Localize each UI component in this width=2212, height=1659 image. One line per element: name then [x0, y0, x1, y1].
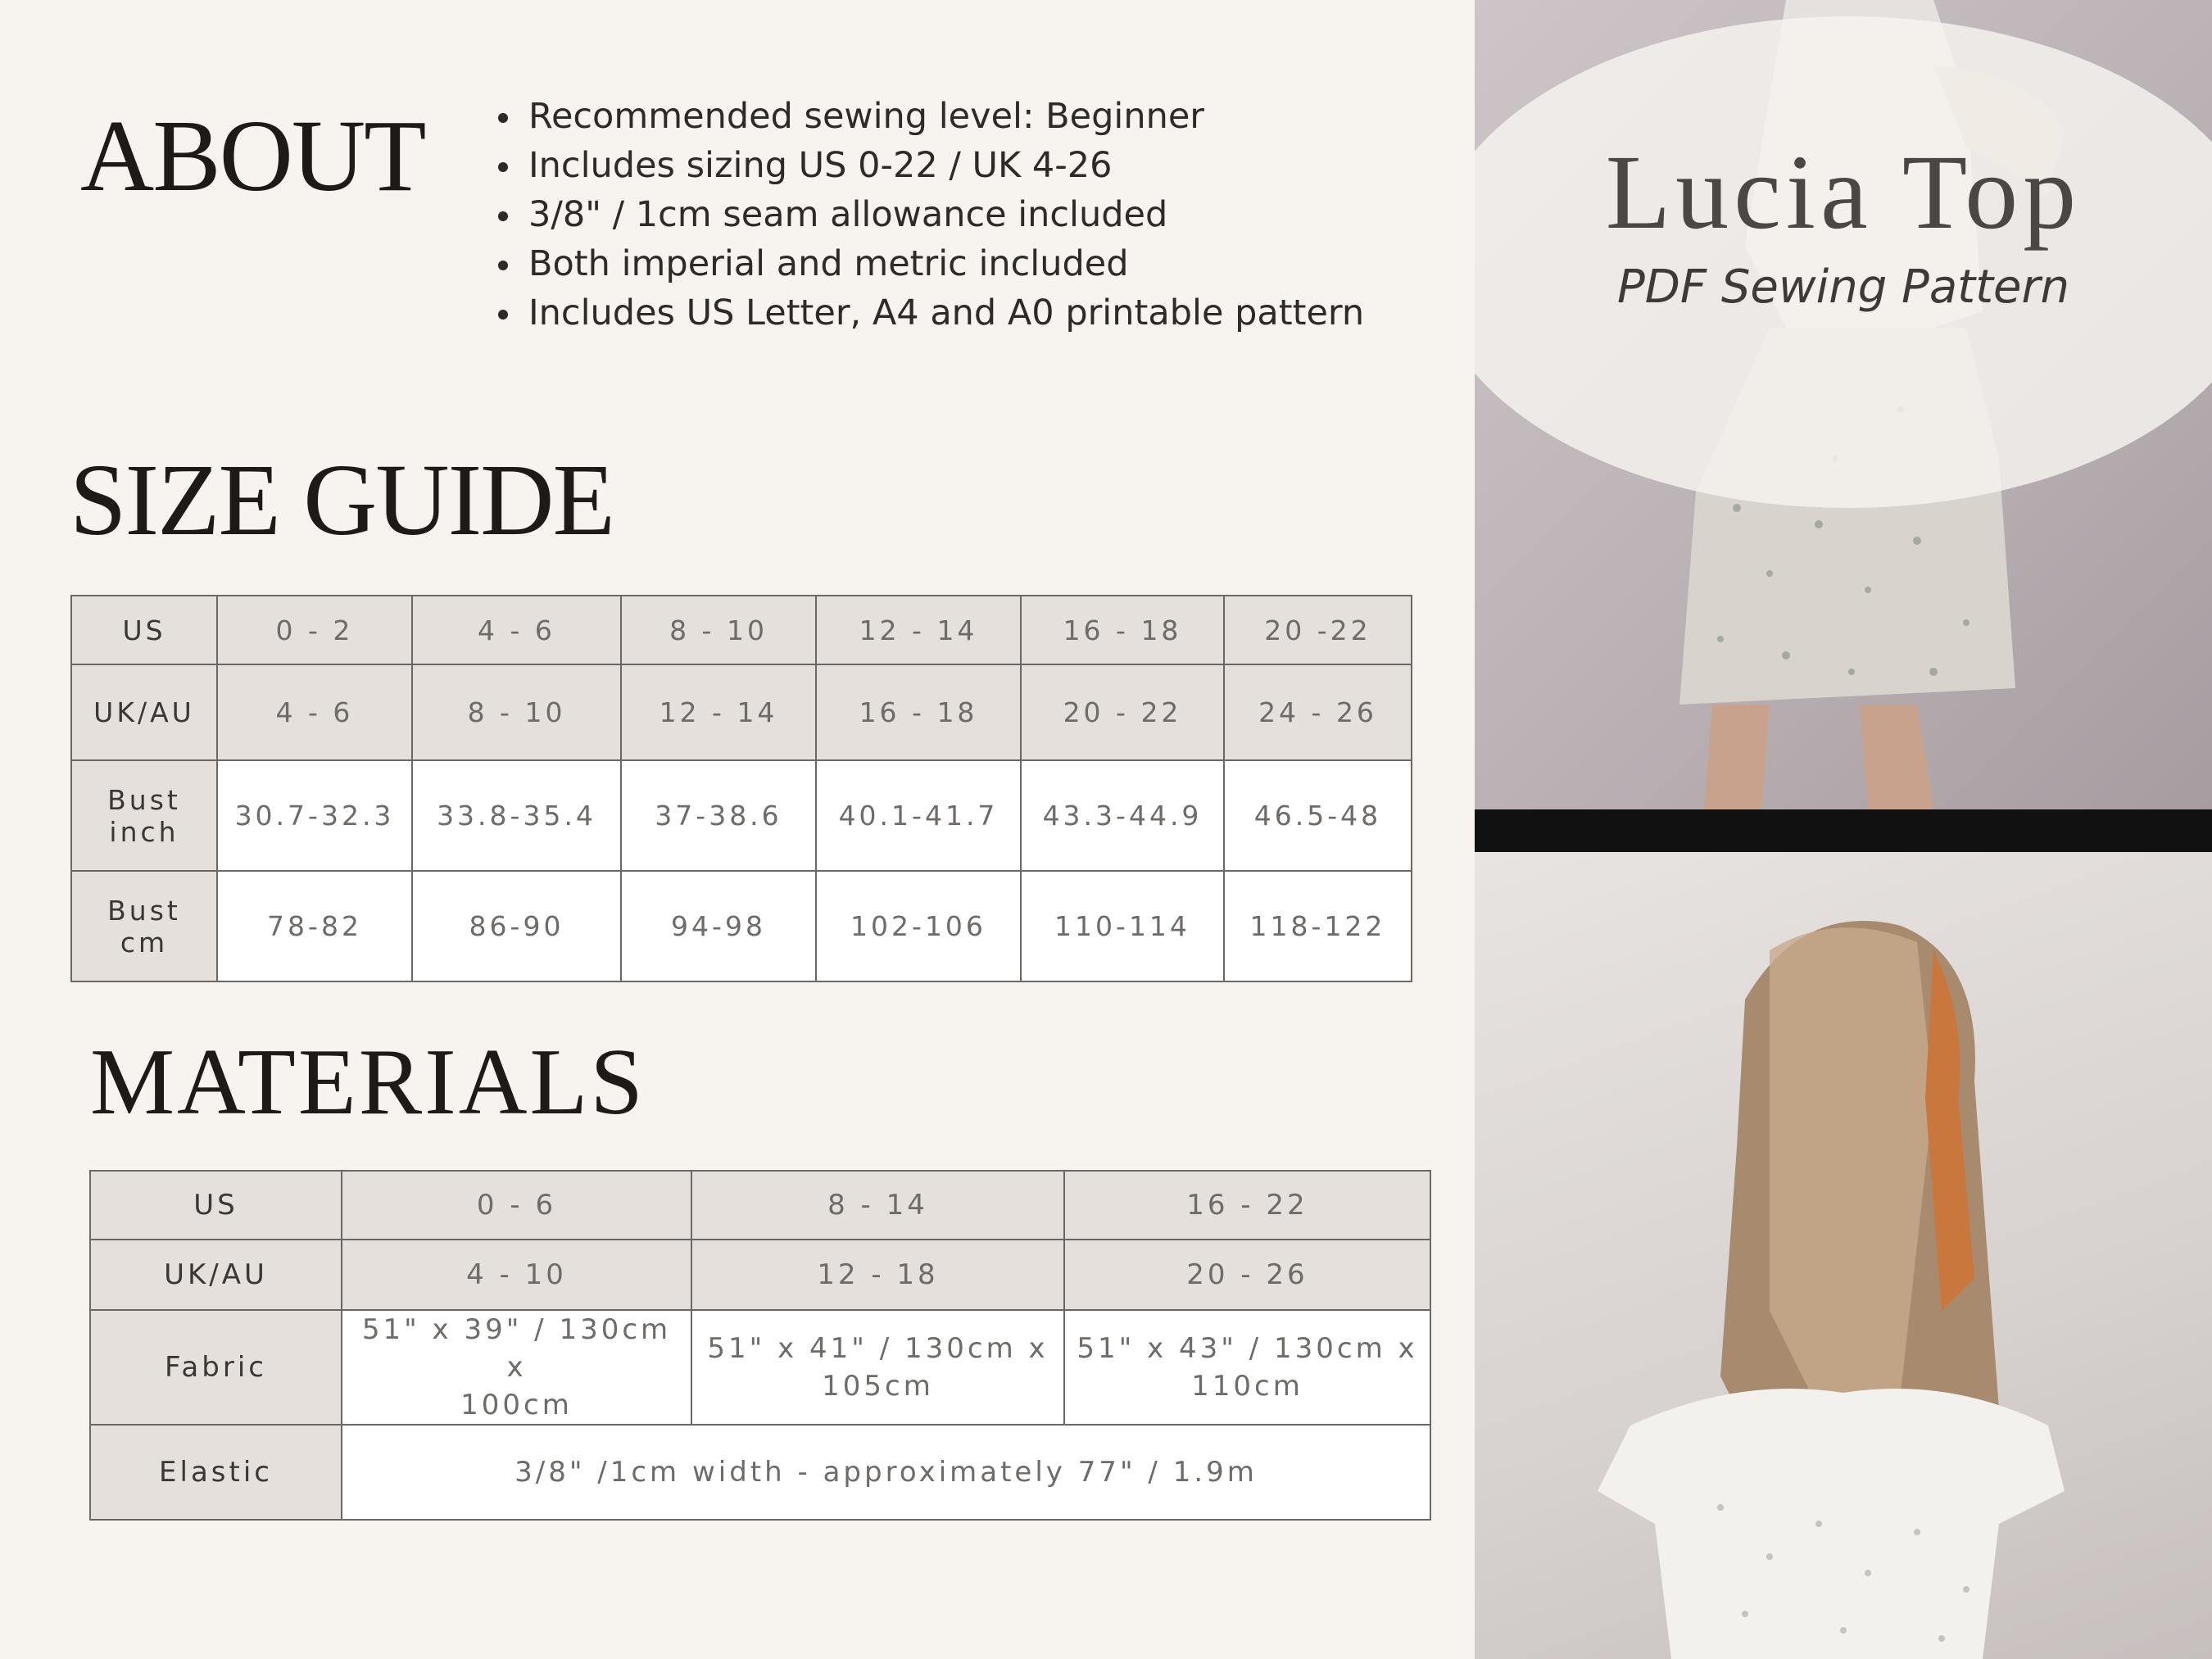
table-cell: 20 - 22	[1021, 664, 1224, 760]
table-row	[71, 871, 1412, 981]
size-guide-heading: SIZE GUIDE	[70, 444, 614, 557]
table-row	[90, 1310, 1430, 1425]
table-cell: 0 - 6	[342, 1171, 691, 1240]
table-cell: 3/8" /1cm width - approximately 77" / 1.9m	[342, 1425, 1430, 1520]
table-cell: 94-98	[621, 871, 816, 981]
table-cell: 24 - 26	[1224, 664, 1412, 760]
table-cell: 12 - 14	[816, 596, 1021, 664]
about-item: Includes sizing US 0-22 / UK 4-26	[492, 141, 1364, 190]
size-guide-table	[70, 595, 1412, 982]
cell-line: 51" x 39" / 130cm x	[361, 1313, 672, 1384]
row-header: Fabric	[90, 1310, 342, 1425]
cell-line: 110cm	[1191, 1370, 1303, 1403]
model-photo-back	[1475, 852, 2212, 1659]
about-item: Includes US Letter, A4 and A0 printable pattern	[492, 288, 1364, 338]
photo-panel	[1475, 0, 2212, 1659]
row-header-line: Bust	[107, 894, 181, 927]
table-row	[90, 1425, 1430, 1520]
table-cell: 43.3-44.9	[1021, 760, 1224, 871]
table-cell: 12 - 18	[691, 1240, 1064, 1310]
model-back-illustration	[1475, 852, 2212, 1659]
model-photo-front	[1475, 0, 2212, 809]
table-cell: 0 - 2	[217, 596, 412, 664]
row-header-line: cm	[120, 926, 169, 959]
table-cell	[691, 1310, 1064, 1425]
row-header: Elastic	[90, 1425, 342, 1520]
cell-line: 105cm	[822, 1370, 934, 1403]
table-cell	[342, 1310, 691, 1425]
table-cell: 33.8-35.4	[412, 760, 621, 871]
materials-table	[89, 1170, 1431, 1521]
table-cell: 4 - 6	[217, 664, 412, 760]
table-row	[71, 596, 1412, 664]
table-cell: 16 - 22	[1064, 1171, 1430, 1240]
about-item: Both imperial and metric included	[492, 239, 1364, 288]
row-header: UK/AU	[71, 664, 217, 760]
row-header	[71, 871, 217, 981]
row-header	[71, 760, 217, 871]
table-cell: 8 - 10	[412, 664, 621, 760]
table-cell: 86-90	[412, 871, 621, 981]
table-cell: 16 - 18	[1021, 596, 1224, 664]
table-cell: 40.1-41.7	[816, 760, 1021, 871]
table-cell: 46.5-48	[1224, 760, 1412, 871]
table-cell: 20 - 26	[1064, 1240, 1430, 1310]
table-cell: 8 - 14	[691, 1171, 1064, 1240]
table-cell	[1064, 1310, 1430, 1425]
table-row	[71, 760, 1412, 871]
table-row	[90, 1171, 1430, 1240]
row-header: US	[71, 596, 217, 664]
about-item: 3/8" / 1cm seam allowance included	[492, 190, 1364, 239]
cell-line: 100cm	[460, 1389, 573, 1421]
product-title: Lucia Top	[1605, 134, 2082, 252]
table-cell: 20 -22	[1224, 596, 1412, 664]
table-row	[71, 664, 1412, 760]
table-cell: 4 - 10	[342, 1240, 691, 1310]
about-heading: ABOUT	[80, 100, 425, 213]
table-row	[90, 1240, 1430, 1310]
materials-heading: MATERIALS	[90, 1030, 646, 1135]
photo-divider	[1475, 809, 2212, 852]
table-cell: 78-82	[217, 871, 412, 981]
row-header: UK/AU	[90, 1240, 342, 1310]
row-header-line: inch	[109, 815, 179, 848]
cell-line: 51" x 43" / 130cm x	[1077, 1332, 1418, 1365]
table-cell: 4 - 6	[412, 596, 621, 664]
product-subtitle: PDF Sewing Pattern	[1616, 261, 2070, 314]
table-cell: 16 - 18	[816, 664, 1021, 760]
table-cell: 30.7-32.3	[217, 760, 412, 871]
table-cell: 118-122	[1224, 871, 1412, 981]
table-cell: 12 - 14	[621, 664, 816, 760]
row-header-line: Bust	[107, 783, 181, 816]
table-cell: 110-114	[1021, 871, 1224, 981]
table-cell: 102-106	[816, 871, 1021, 981]
row-header: US	[90, 1171, 342, 1240]
table-cell: 8 - 10	[621, 596, 816, 664]
table-cell: 37-38.6	[621, 760, 816, 871]
cell-line: 51" x 41" / 130cm x	[707, 1332, 1049, 1365]
about-item: Recommended sewing level: Beginner	[492, 92, 1364, 141]
about-list	[492, 92, 1364, 338]
